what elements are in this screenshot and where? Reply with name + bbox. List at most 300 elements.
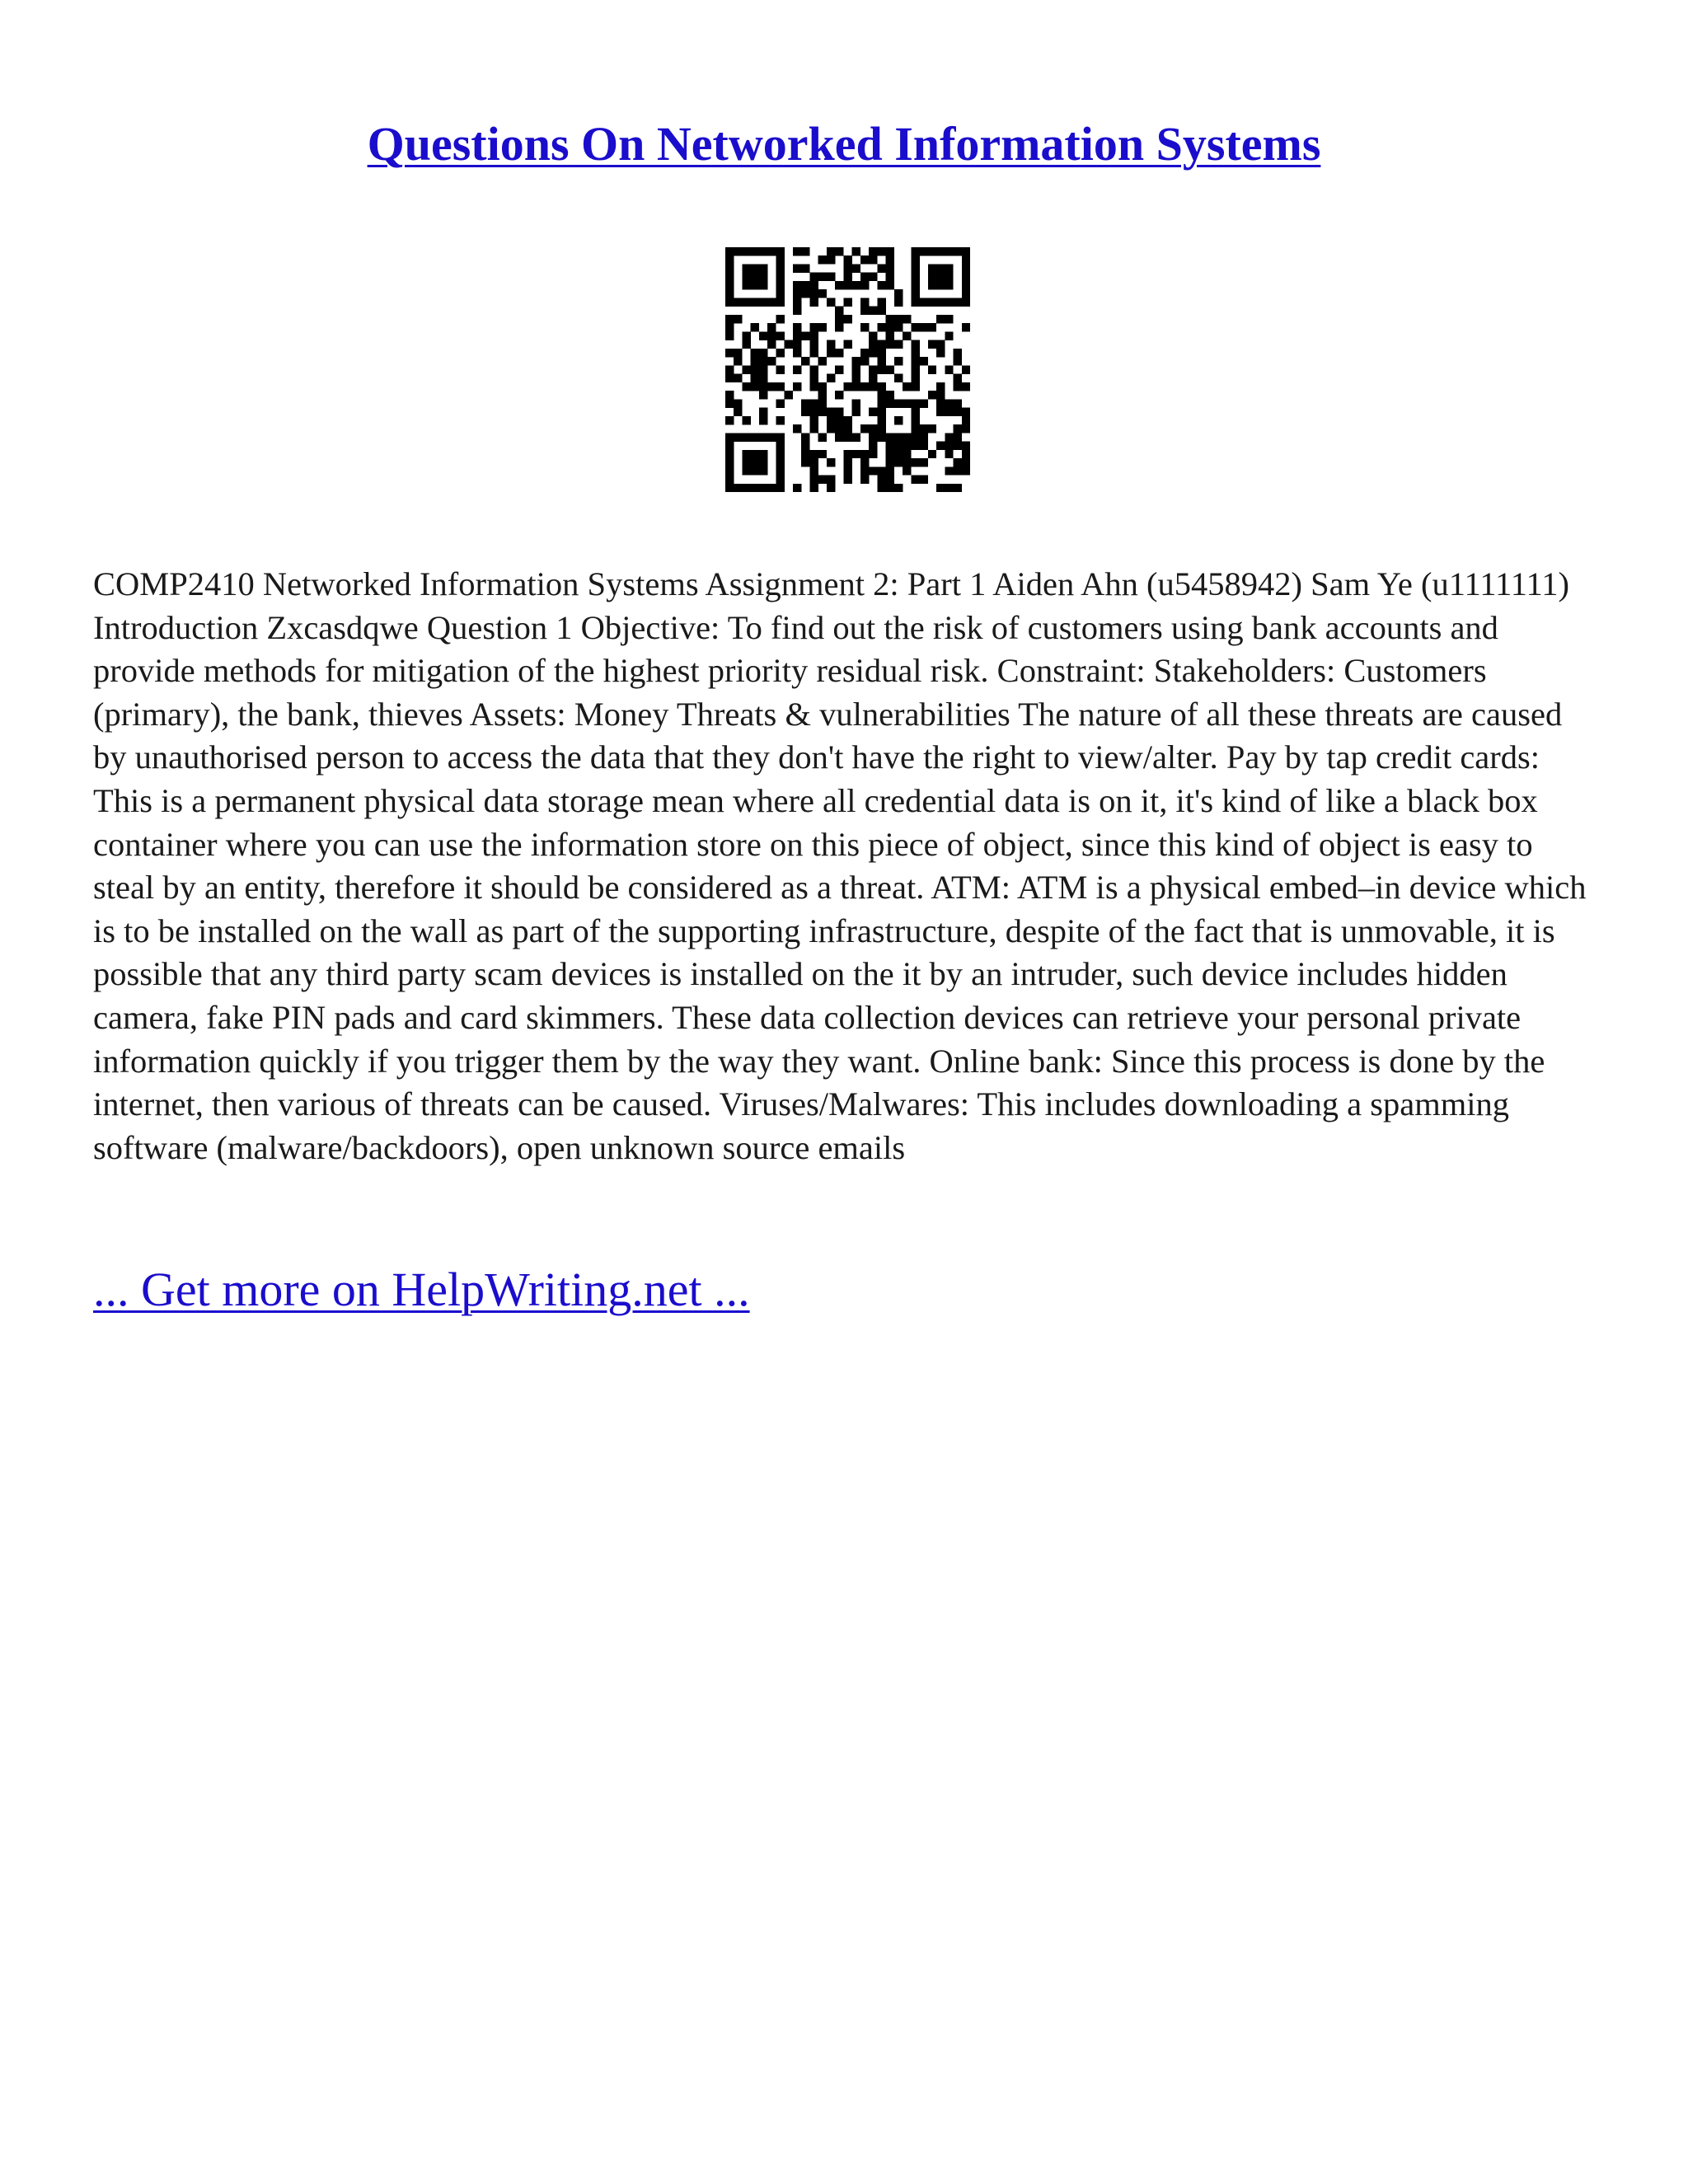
qr-module — [767, 484, 776, 492]
qr-module — [759, 264, 767, 272]
qr-module — [725, 315, 734, 323]
qr-module — [742, 433, 750, 441]
qr-module — [793, 298, 801, 306]
qr-module — [827, 273, 835, 281]
qr-module — [945, 273, 953, 281]
qr-module — [936, 281, 945, 289]
qr-module — [945, 433, 953, 441]
qr-module — [793, 484, 801, 492]
qr-module — [877, 340, 885, 349]
qr-module — [860, 298, 869, 306]
qr-module — [894, 340, 903, 349]
qr-module — [928, 340, 936, 349]
qr-module — [911, 382, 919, 391]
qr-module — [962, 466, 970, 475]
qr-module — [860, 357, 869, 365]
qr-module — [886, 340, 894, 349]
qr-module — [920, 442, 928, 450]
qr-module — [911, 255, 919, 264]
qr-module — [852, 399, 860, 407]
qr-module — [936, 264, 945, 272]
qr-module — [801, 247, 809, 255]
qr-module — [945, 298, 953, 306]
qr-module — [734, 298, 742, 306]
qr-module — [911, 476, 919, 484]
qr-module — [734, 433, 742, 441]
qr-module — [776, 442, 784, 450]
qr-module — [809, 298, 818, 306]
qr-module — [725, 442, 734, 450]
qr-module — [843, 416, 851, 424]
qr-module — [903, 466, 911, 475]
qr-module — [776, 433, 784, 441]
qr-module — [818, 273, 827, 281]
qr-module — [877, 466, 885, 475]
qr-module — [734, 484, 742, 492]
qr-module — [776, 315, 784, 323]
qr-module — [767, 331, 776, 340]
qr-module — [734, 374, 742, 382]
qr-module — [742, 416, 750, 424]
qr-module — [911, 340, 919, 349]
qr-module — [742, 298, 750, 306]
qr-module — [793, 323, 801, 331]
qr-module — [801, 408, 809, 416]
qr-module — [759, 466, 767, 475]
qr-module — [776, 289, 784, 298]
qr-module — [869, 450, 877, 458]
qr-module — [911, 289, 919, 298]
qr-module — [954, 442, 962, 450]
qr-module — [945, 315, 953, 323]
qr-module — [860, 424, 869, 433]
qr-module — [843, 315, 851, 323]
qr-module — [894, 416, 903, 424]
qr-module — [954, 298, 962, 306]
qr-module — [843, 255, 851, 264]
qr-module — [860, 450, 869, 458]
qr-module — [759, 357, 767, 365]
qr-module — [962, 281, 970, 289]
qr-module — [827, 458, 835, 466]
qr-module — [962, 408, 970, 416]
qr-module — [742, 281, 750, 289]
qr-module — [945, 466, 953, 475]
qr-module — [877, 247, 885, 255]
qr-module — [843, 298, 851, 306]
qr-module — [801, 357, 809, 365]
qr-module — [954, 484, 962, 492]
qr-module — [809, 450, 818, 458]
qr-module — [734, 315, 742, 323]
qr-module — [767, 298, 776, 306]
qr-module — [877, 264, 885, 272]
qr-module — [869, 247, 877, 255]
qr-module — [835, 408, 843, 416]
qr-module — [911, 374, 919, 382]
qr-module — [936, 247, 945, 255]
qr-module — [928, 391, 936, 399]
qr-module — [843, 264, 851, 272]
qr-module — [928, 323, 936, 331]
qr-module — [869, 273, 877, 281]
qr-module — [818, 408, 827, 416]
qr-module — [911, 357, 919, 365]
qr-module — [911, 408, 919, 416]
qr-module — [776, 399, 784, 407]
qr-module — [945, 365, 953, 373]
qr-module — [759, 281, 767, 289]
qr-module — [818, 255, 827, 264]
get-more-link[interactable]: ... Get more on HelpWriting.net ... — [93, 1263, 750, 1316]
qr-module — [903, 450, 911, 458]
qr-module — [886, 273, 894, 281]
qr-module — [767, 382, 776, 391]
qr-module — [801, 331, 809, 340]
qr-module — [877, 382, 885, 391]
qr-module — [827, 255, 835, 264]
qr-module — [911, 365, 919, 373]
qr-module — [954, 458, 962, 466]
qr-module — [936, 349, 945, 357]
qr-module — [793, 264, 801, 272]
qr-module — [886, 281, 894, 289]
qr-module — [751, 466, 759, 475]
qr-module — [894, 433, 903, 441]
qr-module — [835, 433, 843, 441]
qr-module — [835, 323, 843, 331]
qr-module — [936, 315, 945, 323]
qr-module — [767, 340, 776, 349]
qr-module — [809, 340, 818, 349]
qr-module — [809, 408, 818, 416]
qr-module — [903, 433, 911, 441]
qr-module — [936, 399, 945, 407]
qr-module — [920, 476, 928, 484]
qr-module — [759, 416, 767, 424]
qr-module — [894, 357, 903, 365]
qr-module — [725, 281, 734, 289]
qr-module — [962, 458, 970, 466]
qr-module — [801, 450, 809, 458]
qr-module — [835, 365, 843, 373]
qr-module — [877, 433, 885, 441]
qr-module — [911, 433, 919, 441]
qr-module — [852, 357, 860, 365]
qr-module — [725, 476, 734, 484]
qr-module — [793, 382, 801, 391]
qr-module — [954, 399, 962, 407]
qr-module — [852, 281, 860, 289]
qr-module — [886, 331, 894, 340]
qr-module — [954, 466, 962, 475]
qr-module — [945, 399, 953, 407]
qr-module — [928, 281, 936, 289]
qr-module — [877, 298, 885, 306]
qr-module — [877, 424, 885, 433]
qr-module — [962, 450, 970, 458]
qr-module — [818, 323, 827, 331]
qr-module — [809, 399, 818, 407]
qr-module — [759, 450, 767, 458]
qr-module — [886, 323, 894, 331]
qr-module — [962, 365, 970, 373]
qr-module — [835, 424, 843, 433]
qr-module — [869, 466, 877, 475]
qr-module — [793, 307, 801, 315]
qr-module — [742, 365, 750, 373]
qr-module — [725, 399, 734, 407]
qr-module — [877, 484, 885, 492]
qr-module — [759, 273, 767, 281]
qr-module — [936, 340, 945, 349]
qr-module — [827, 247, 835, 255]
qr-module — [751, 357, 759, 365]
qr-module — [920, 424, 928, 433]
qr-module — [818, 433, 827, 441]
qr-module — [751, 374, 759, 382]
qr-module — [809, 365, 818, 373]
qr-module — [886, 458, 894, 466]
qr-module — [911, 298, 919, 306]
title-link[interactable]: Questions On Networked Information Systems — [367, 117, 1321, 171]
qr-module — [945, 281, 953, 289]
qr-module — [869, 408, 877, 416]
qr-module — [911, 273, 919, 281]
qr-module — [734, 349, 742, 357]
qr-module — [751, 382, 759, 391]
qr-module — [725, 466, 734, 475]
qr-module — [776, 264, 784, 272]
qr-module — [945, 442, 953, 450]
qr-module — [945, 484, 953, 492]
qr-module — [869, 340, 877, 349]
qr-module — [886, 391, 894, 399]
qr-module — [860, 476, 869, 484]
qr-module — [742, 458, 750, 466]
qr-module — [928, 273, 936, 281]
qr-module — [936, 408, 945, 416]
qr-module — [725, 416, 734, 424]
qr-module — [877, 323, 885, 331]
qr-module — [945, 264, 953, 272]
qr-module — [767, 357, 776, 365]
qr-module — [751, 247, 759, 255]
qr-module — [776, 382, 784, 391]
qr-module — [835, 307, 843, 315]
qr-module — [725, 247, 734, 255]
qr-module — [759, 433, 767, 441]
qr-module — [809, 323, 818, 331]
qr-module — [751, 433, 759, 441]
qr-module — [962, 255, 970, 264]
qr-module — [751, 264, 759, 272]
qr-module — [801, 442, 809, 450]
qr-module — [725, 255, 734, 264]
qr-module — [759, 391, 767, 399]
qr-module — [886, 264, 894, 272]
qr-module — [734, 408, 742, 416]
qr-module — [954, 424, 962, 433]
qr-module — [751, 323, 759, 331]
qr-module — [827, 340, 835, 349]
qr-module — [886, 255, 894, 264]
qr-module — [869, 307, 877, 315]
qr-module — [742, 264, 750, 272]
qr-module — [801, 399, 809, 407]
qr-module — [809, 349, 818, 357]
qr-module — [827, 416, 835, 424]
qr-module — [903, 458, 911, 466]
qr-module — [852, 408, 860, 416]
qr-module — [860, 255, 869, 264]
qr-module — [759, 382, 767, 391]
qr-module — [877, 408, 885, 416]
qr-module — [843, 382, 851, 391]
qr-module — [894, 289, 903, 298]
qr-module — [894, 298, 903, 306]
qr-module — [742, 340, 750, 349]
qr-module — [725, 264, 734, 272]
qr-code-icon — [725, 247, 970, 492]
qr-module — [793, 365, 801, 373]
qr-module — [954, 247, 962, 255]
qr-module — [945, 450, 953, 458]
qr-module — [877, 281, 885, 289]
qr-module — [759, 458, 767, 466]
qr-module — [793, 289, 801, 298]
qr-module — [869, 442, 877, 450]
qr-module — [886, 484, 894, 492]
qr-module — [843, 450, 851, 458]
qr-module — [936, 298, 945, 306]
qr-module — [945, 247, 953, 255]
qr-module — [835, 315, 843, 323]
qr-module — [894, 374, 903, 382]
qr-module — [877, 349, 885, 357]
qr-module — [759, 247, 767, 255]
qr-module — [725, 331, 734, 340]
qr-module — [809, 424, 818, 433]
qr-module — [843, 424, 851, 433]
qr-module — [759, 349, 767, 357]
qr-module — [877, 365, 885, 373]
qr-module — [928, 424, 936, 433]
document-body: COMP2410 Networked Information Systems Assignment 2: Part 1 Aiden Ahn (u5458942) Sam Ye (u1111111) Introduction Zxcasdqwe Question 1 Objective: To find out the risk of customers using bank accounts and provide methods for mitigation of the highest priority residual risk. Constraint: Stakeholders: Customers (primary), the bank, thieves Assets: Money Threats & vulnerabilities The nature of all these threats are caused by unauthorised person to access the data that they don't have the right to view/alter. Pay by tap credit cards: This is a permanent physical data storage mean where all credential data is on it, it's kind of like a black box container where you can use the information store on this piece of object, since this kind of object is easy to steal by an entity, therefore it should be considered as a threat. ATM: ATM is a physical embed–in device which is to be installed on the wall as part of the supporting infrastructure, despite of the fact that is unmovable, it is possible that any third party scam devices is installed on the it by an intruder, such device includes hidden camera, fake PIN pads and card skimmers. These data collection devices can retrieve your personal private information quickly if you trigger them by the way they want. Online bank: Since this process is done by the internet, then various of threats can be caused. Viruses/Malwares: This includes downloading a spamming software (malware/backdoors), open unknown source emails — [93, 565, 1587, 1166]
qr-module — [742, 484, 750, 492]
qr-module — [742, 450, 750, 458]
qr-module — [843, 340, 851, 349]
qr-module — [920, 298, 928, 306]
qr-module — [801, 289, 809, 298]
qr-module — [920, 247, 928, 255]
qr-module — [809, 466, 818, 475]
qr-module — [801, 458, 809, 466]
qr-module — [869, 255, 877, 264]
get-more-link-container — [93, 1261, 750, 1319]
qr-module — [742, 273, 750, 281]
qr-module — [801, 264, 809, 272]
qr-module — [801, 281, 809, 289]
qr-module — [767, 433, 776, 441]
qr-module — [936, 391, 945, 399]
qr-module — [920, 458, 928, 466]
qr-module — [936, 273, 945, 281]
qr-module — [751, 281, 759, 289]
qr-module — [852, 374, 860, 382]
qr-module — [742, 382, 750, 391]
qr-module — [894, 450, 903, 458]
qr-module — [877, 391, 885, 399]
qr-module — [886, 442, 894, 450]
qr-module — [725, 323, 734, 331]
qr-module — [852, 382, 860, 391]
qr-module — [852, 365, 860, 373]
qr-module — [911, 399, 919, 407]
qr-module — [894, 484, 903, 492]
qr-module — [877, 476, 885, 484]
qr-module — [936, 382, 945, 391]
qr-module — [962, 298, 970, 306]
qr-module — [911, 424, 919, 433]
qr-module — [725, 349, 734, 357]
qr-module — [835, 281, 843, 289]
qr-module — [911, 247, 919, 255]
qr-module — [920, 323, 928, 331]
qr-module — [954, 382, 962, 391]
qr-module — [827, 408, 835, 416]
qr-module — [860, 466, 869, 475]
qr-module — [843, 273, 851, 281]
qr-module — [809, 273, 818, 281]
qr-module — [860, 307, 869, 315]
qr-module — [962, 264, 970, 272]
qr-module — [809, 281, 818, 289]
qr-module — [725, 365, 734, 373]
qr-module — [877, 399, 885, 407]
qr-module — [751, 298, 759, 306]
qr-module — [801, 433, 809, 441]
qr-module — [962, 323, 970, 331]
qr-module — [759, 408, 767, 416]
qr-module — [928, 298, 936, 306]
qr-module — [852, 264, 860, 272]
qr-module — [725, 298, 734, 306]
qr-module — [860, 273, 869, 281]
qr-module — [818, 382, 827, 391]
qr-module — [759, 374, 767, 382]
qr-module — [962, 247, 970, 255]
qr-module — [767, 323, 776, 331]
qr-module — [725, 289, 734, 298]
qr-module — [793, 281, 801, 289]
qr-module — [776, 349, 784, 357]
qr-module — [843, 281, 851, 289]
qr-module — [793, 247, 801, 255]
qr-module — [793, 331, 801, 340]
qr-module — [852, 433, 860, 441]
qr-module — [751, 273, 759, 281]
qr-module — [894, 323, 903, 331]
qr-module — [809, 416, 818, 424]
qr-module — [928, 365, 936, 373]
qr-module — [751, 484, 759, 492]
qr-module — [793, 340, 801, 349]
qr-module — [809, 458, 818, 466]
qr-module — [954, 408, 962, 416]
qr-module — [742, 466, 750, 475]
qr-module — [860, 458, 869, 466]
